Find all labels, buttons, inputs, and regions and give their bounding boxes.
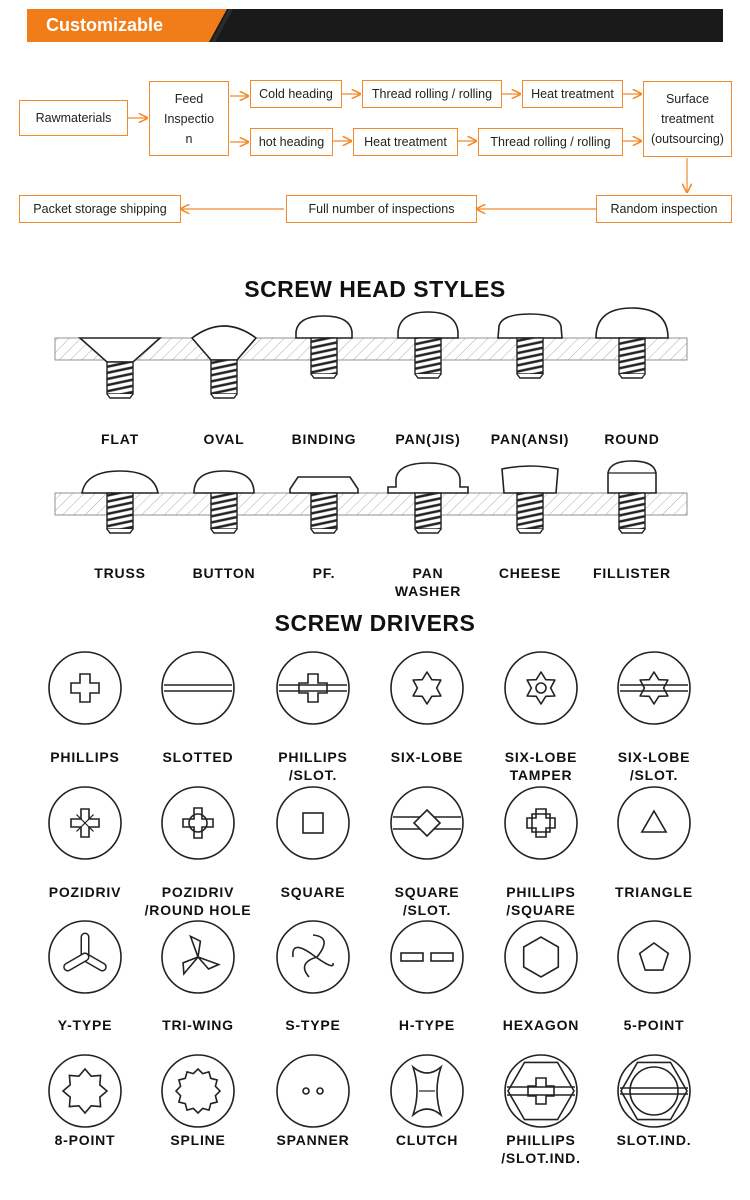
six-lobe-drive-icon — [391, 652, 463, 724]
head-label-cheese: CHEESE — [498, 565, 562, 581]
phillips-drive-icon — [49, 652, 121, 724]
pozidriv-drive-icon — [49, 787, 121, 859]
driver-label-phillips-slot-2: /SLOT. — [288, 767, 338, 783]
surface-line-2: treatment — [661, 112, 714, 126]
driver-label-phillips-square: PHILLIPS — [506, 884, 576, 900]
driver-label-pozidriv: POZIDRIV — [48, 884, 122, 900]
driver-label-phillips-slot-ind-2: /SLOT.IND. — [501, 1150, 581, 1166]
driver-label-y-type: Y-TYPE — [57, 1017, 113, 1033]
head-label-pan-jis: PAN(JIS) — [395, 431, 461, 447]
driver-label-phillips-slot-ind: PHILLIPS — [506, 1132, 576, 1148]
s-type-drive-icon — [277, 921, 349, 993]
head-label-pf: PF. — [312, 565, 336, 581]
triangle-drive-icon — [618, 787, 690, 859]
y-type-drive-icon — [49, 921, 121, 993]
driver-label-six-lobe-slot: SIX-LOBE — [617, 749, 691, 765]
step-random-inspection: Random inspection — [596, 195, 732, 223]
head-label-oval: OVAL — [203, 431, 245, 447]
driver-label-slot-ind: SLOT.IND. — [616, 1132, 692, 1148]
head-label-flat: FLAT — [101, 431, 139, 447]
8-point-drive-icon — [49, 1055, 121, 1127]
step-rawmaterials: Rawmaterials — [19, 100, 128, 136]
5-point-drive-icon — [618, 921, 690, 993]
hexagon-drive-icon — [505, 921, 577, 993]
square-slot-drive-icon — [391, 787, 463, 859]
driver-label-clutch: CLUTCH — [395, 1132, 459, 1148]
driver-label-pozidriv-round-2: /ROUND HOLE — [144, 902, 252, 918]
spanner-drive-icon — [277, 1055, 349, 1127]
driver-label-six-lobe-tamper-2: TAMPER — [509, 767, 573, 783]
driver-label-5-point: 5-POINT — [623, 1017, 685, 1033]
tri-wing-drive-icon — [162, 921, 234, 993]
phillips-slot-ind-drive-icon — [505, 1055, 577, 1127]
driver-label-h-type: H-TYPE — [398, 1017, 456, 1033]
step-full-inspections: Full number of inspections — [286, 195, 477, 223]
pozidriv-round-drive-icon — [162, 787, 234, 859]
feed-line-1: Feed — [174, 91, 204, 106]
surface-line-1: Surface — [665, 92, 710, 106]
clutch-drive-icon — [391, 1055, 463, 1127]
square-drive-icon — [277, 787, 349, 859]
driver-label-six-lobe-tamper: SIX-LOBE — [504, 749, 578, 765]
step-cold-heading: Cold heading — [250, 80, 342, 108]
phillips-square-drive-icon — [505, 787, 577, 859]
drivers-title: SCREW DRIVERS — [274, 610, 476, 636]
head-label-truss: TRUSS — [94, 565, 146, 581]
driver-label-square-slot: SQUARE — [394, 884, 460, 900]
step-packet-storage: Packet storage shipping — [19, 195, 181, 223]
driver-label-8-point: 8-POINT — [54, 1132, 116, 1148]
driver-label-triangle: TRIANGLE — [615, 884, 693, 900]
step-thread-rolling-top: Thread rolling / rolling — [362, 80, 502, 108]
phillips-slot-drive-icon — [277, 652, 349, 724]
surface-line-3: (outsourcing) — [651, 132, 724, 146]
driver-label-six-lobe-slot-2: /SLOT. — [629, 767, 679, 783]
driver-label-six-lobe: SIX-LOBE — [390, 749, 464, 765]
slot-ind-drive-icon — [618, 1055, 690, 1127]
driver-label-spline: SPLINE — [170, 1132, 226, 1148]
step-heat-treatment-bottom: Heat treatment — [353, 128, 458, 156]
step-thread-rolling-bottom: Thread rolling / rolling — [478, 128, 623, 156]
driver-label-phillips: PHILLIPS — [50, 749, 120, 765]
feed-line-2: Inspectio — [163, 111, 215, 126]
driver-label-square: SQUARE — [280, 884, 346, 900]
head-styles-title: SCREW HEAD STYLES — [244, 276, 506, 302]
driver-label-square-slot-2: /SLOT. — [402, 902, 452, 918]
driver-label-slotted: SLOTTED — [162, 749, 234, 765]
six-lobe-tamper-drive-icon — [505, 652, 577, 724]
head-label-button: BUTTON — [192, 565, 256, 581]
step-heat-treatment-top: Heat treatment — [522, 80, 623, 108]
head-label-binding: BINDING — [291, 431, 357, 447]
driver-label-phillips-slot: PHILLIPS — [278, 749, 348, 765]
head-label-pan-ansi: PAN(ANSI) — [490, 431, 570, 447]
driver-label-spanner: SPANNER — [276, 1132, 350, 1148]
slotted-drive-icon — [162, 652, 234, 724]
six-lobe-slot-drive-icon — [618, 652, 690, 724]
feed-line-3: n — [185, 131, 193, 146]
head-label-round: ROUND — [604, 431, 660, 447]
driver-label-phillips-square-2: /SQUARE — [506, 902, 576, 918]
head-label-pan-washer-2: WASHER — [394, 583, 462, 599]
banner-title: Customizable — [46, 15, 164, 35]
driver-label-s-type: S-TYPE — [285, 1017, 341, 1033]
h-type-drive-icon — [391, 921, 463, 993]
step-hot-heading: hot heading — [250, 128, 333, 156]
driver-label-hexagon: HEXAGON — [502, 1017, 580, 1033]
head-label-pan-washer: PAN — [412, 565, 444, 581]
spline-drive-icon — [162, 1055, 234, 1127]
head-label-fillister: FILLISTER — [593, 565, 671, 581]
driver-label-tri-wing: TRI-WING — [162, 1017, 234, 1033]
driver-label-pozidriv-round: POZIDRIV — [161, 884, 235, 900]
